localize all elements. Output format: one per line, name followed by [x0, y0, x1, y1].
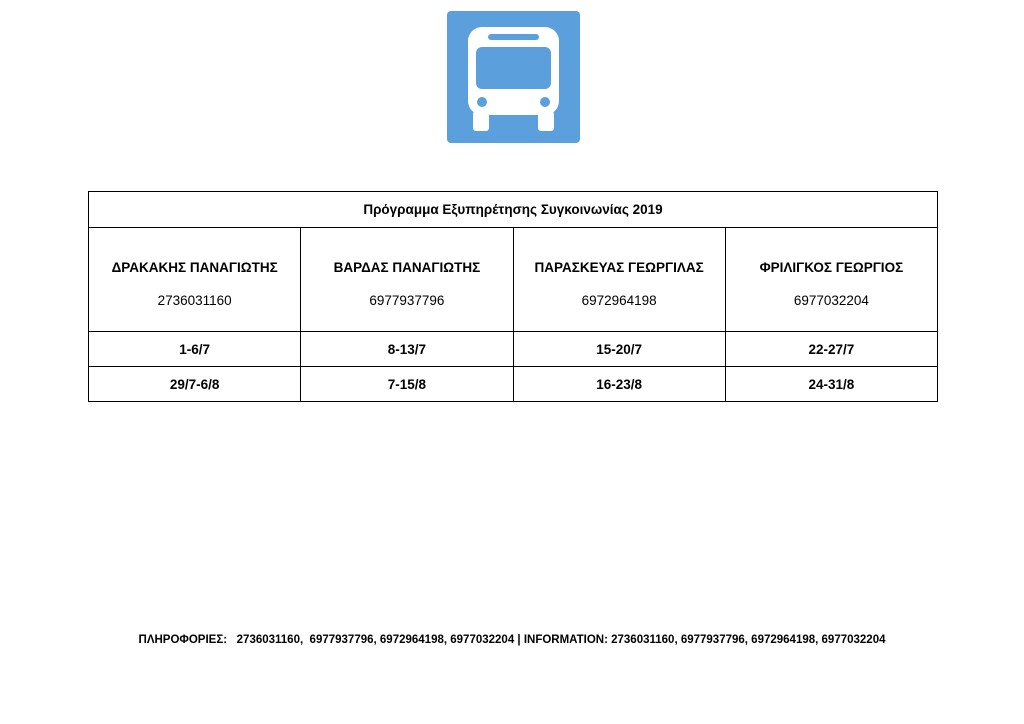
- date-range-cell: 7-15/8: [301, 367, 513, 402]
- driver-phone: 6977937796: [369, 292, 445, 308]
- date-range-cell: 16-23/8: [513, 367, 725, 402]
- driver-cell: [513, 228, 725, 332]
- date-range-cell: 1-6/7: [89, 332, 301, 367]
- date-range-cell: 29/7-6/8: [89, 367, 301, 402]
- driver-cell: [89, 228, 301, 332]
- schedule-table: [88, 191, 938, 402]
- driver-name: ΒΑΡΔΑΣ ΠΑΝΑΓΙΩΤΗΣ: [333, 259, 481, 275]
- driver-phone: 2736031160: [157, 292, 232, 308]
- table-title-row: [89, 192, 938, 228]
- date-range-cell: 22-27/7: [725, 332, 937, 367]
- driver-phone: 6972964198: [581, 292, 657, 308]
- bus-sign: [447, 11, 580, 143]
- footer-contact-info: ΠΛΗΡΟΦΟΡΙΕΣ: 2736031160, 6977937796, 6972964198, 6977032204 | INFORMATION: 2736031160, 6977937796, 6972964198, 6977032204: [138, 634, 886, 646]
- driver-cell: [301, 228, 513, 332]
- date-range-cell: 8-13/7: [301, 332, 513, 367]
- driver-phone: 6977032204: [793, 292, 869, 308]
- schedule-title: Πρόγραμμα Εξυπηρέτησης Συγκοινωνίας 2019: [89, 192, 938, 228]
- driver-name: ΔΡΑΚΑΚΗΣ ΠΑΝΑΓΙΩΤΗΣ: [111, 259, 278, 275]
- driver-name: ΦΡΙΛΙΓΚΟΣ ΓΕΩΡΓΙΟΣ: [759, 259, 904, 275]
- bus-icon: [447, 11, 580, 143]
- date-range-cell: 15-20/7: [513, 332, 725, 367]
- date-range-cell: 24-31/8: [725, 367, 937, 402]
- driver-cell: [725, 228, 937, 332]
- table-row: [89, 367, 938, 402]
- driver-name: ΠΑΡΑΣΚΕΥΑΣ ΓΕΩΡΓΙΛΑΣ: [534, 259, 704, 275]
- drivers-row: [89, 228, 938, 332]
- table-row: [89, 332, 938, 367]
